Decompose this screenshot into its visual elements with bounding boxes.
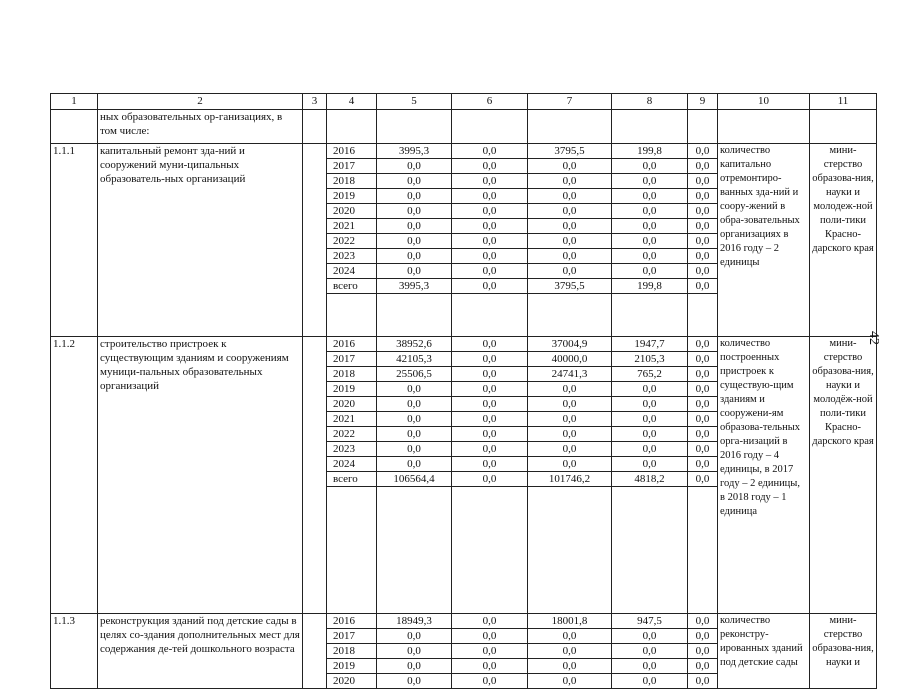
empty-cell (377, 599, 452, 614)
local-budget-cell: 0,0 (612, 674, 688, 689)
continuation-cell-10 (718, 110, 810, 144)
local-budget-cell: 0,0 (612, 412, 688, 427)
empty-cell (688, 322, 718, 337)
year-cell: 2019 (327, 659, 377, 674)
continuation-cell-11 (810, 110, 877, 144)
empty-cell (528, 308, 612, 322)
year-cell: всего (327, 472, 377, 487)
regional-budget-cell: 24741,3 (528, 367, 612, 382)
local-budget-cell: 0,0 (612, 442, 688, 457)
year-cell: 2021 (327, 219, 377, 234)
other-sources-cell: 0,0 (688, 629, 718, 644)
local-budget-cell: 4818,2 (612, 472, 688, 487)
continuation-cell-9 (688, 110, 718, 144)
local-budget-cell: 0,0 (612, 427, 688, 442)
other-sources-cell: 0,0 (688, 264, 718, 279)
other-sources-cell: 0,0 (688, 382, 718, 397)
empty-cell (452, 599, 528, 614)
federal-budget-cell: 0,0 (452, 367, 528, 382)
continuation-cell-8 (612, 110, 688, 144)
local-budget-cell: 0,0 (612, 644, 688, 659)
empty-cell (377, 322, 452, 337)
federal-budget-cell: 0,0 (452, 397, 528, 412)
year-cell: 2020 (327, 397, 377, 412)
empty-cell (452, 557, 528, 571)
federal-budget-cell: 0,0 (452, 204, 528, 219)
empty-cell (688, 557, 718, 571)
year-cell: 2020 (327, 674, 377, 689)
year-cell: 2018 (327, 367, 377, 382)
executor: мини-стерство образова-ния, науки и молодёж-ной поли-тики Красно-дарского края (810, 337, 877, 614)
header-cell-2: 2 (98, 94, 303, 110)
other-sources-cell: 0,0 (688, 457, 718, 472)
other-sources-cell: 0,0 (688, 279, 718, 294)
federal-budget-cell: 0,0 (452, 234, 528, 249)
federal-budget-cell: 0,0 (452, 219, 528, 234)
regional-budget-cell: 0,0 (528, 264, 612, 279)
other-sources-cell: 0,0 (688, 644, 718, 659)
federal-budget-cell: 0,0 (452, 174, 528, 189)
regional-budget-cell: 0,0 (528, 204, 612, 219)
section-name: строительство пристроек к существующим зданиям и сооружениям муници-пальных образовательных организаций (98, 337, 303, 614)
other-sources-cell: 0,0 (688, 159, 718, 174)
year-cell: 2021 (327, 412, 377, 427)
empty-cell (452, 515, 528, 529)
total-amount-cell: 18949,3 (377, 614, 452, 629)
empty-cell (327, 585, 377, 599)
empty-cell (452, 585, 528, 599)
regional-budget-cell: 18001,8 (528, 614, 612, 629)
header-row (51, 94, 877, 110)
empty-cell (528, 557, 612, 571)
empty-cell (377, 501, 452, 515)
empty-cell (528, 599, 612, 614)
local-budget-cell: 0,0 (612, 659, 688, 674)
empty-cell (327, 557, 377, 571)
empty-cell (612, 571, 688, 585)
empty-cell (528, 571, 612, 585)
total-amount-cell: 25506,5 (377, 367, 452, 382)
other-sources-cell: 0,0 (688, 614, 718, 629)
empty-cell (688, 487, 718, 502)
empty-cell (528, 487, 612, 502)
empty-cell (528, 515, 612, 529)
regional-budget-cell: 0,0 (528, 644, 612, 659)
total-amount-cell: 0,0 (377, 189, 452, 204)
year-cell: 2022 (327, 234, 377, 249)
empty-cell (688, 599, 718, 614)
regional-budget-cell: 101746,2 (528, 472, 612, 487)
regional-budget-cell: 3795,5 (528, 144, 612, 159)
empty-cell (377, 543, 452, 557)
empty-cell (528, 529, 612, 543)
other-sources-cell: 0,0 (688, 427, 718, 442)
local-budget-cell: 2105,3 (612, 352, 688, 367)
total-amount-cell: 0,0 (377, 204, 452, 219)
empty-cell (377, 487, 452, 502)
empty-cell (377, 529, 452, 543)
section-number: 1.1.2 (51, 337, 98, 614)
result-indicator: количество построенных пристроек к существую-щим зданиям и сооружени-ям образова-тельных орга-низаций в 2016 году – 4 единицы, в 2017 году – 2 единицы, в 2018 году – 1 единица (718, 337, 810, 614)
continuation-cell-3 (303, 110, 327, 144)
source-cell (303, 614, 327, 689)
local-budget-cell: 0,0 (612, 249, 688, 264)
section-number: 1.1.3 (51, 614, 98, 689)
empty-cell (452, 308, 528, 322)
federal-budget-cell: 0,0 (452, 279, 528, 294)
empty-cell (327, 515, 377, 529)
continuation-cell-4 (327, 110, 377, 144)
total-amount-cell: 0,0 (377, 644, 452, 659)
empty-cell (452, 487, 528, 502)
page-number: 42 (866, 331, 881, 345)
empty-cell (327, 571, 377, 585)
year-cell: всего (327, 279, 377, 294)
empty-cell (377, 557, 452, 571)
regional-budget-cell: 0,0 (528, 674, 612, 689)
federal-budget-cell: 0,0 (452, 674, 528, 689)
federal-budget-cell: 0,0 (452, 337, 528, 352)
year-cell: 2020 (327, 204, 377, 219)
local-budget-cell: 0,0 (612, 234, 688, 249)
empty-cell (688, 294, 718, 309)
local-budget-cell: 947,5 (612, 614, 688, 629)
empty-cell (612, 543, 688, 557)
continuation-cell-1 (51, 110, 98, 144)
result-indicator: количество реконстру-ированных зданий под детские сады (718, 614, 810, 689)
other-sources-cell: 0,0 (688, 472, 718, 487)
empty-cell (688, 543, 718, 557)
year-cell: 2017 (327, 352, 377, 367)
other-sources-cell: 0,0 (688, 249, 718, 264)
empty-cell (612, 599, 688, 614)
year-cell: 2023 (327, 249, 377, 264)
empty-cell (688, 571, 718, 585)
regional-budget-cell: 0,0 (528, 457, 612, 472)
empty-cell (327, 501, 377, 515)
local-budget-cell: 0,0 (612, 382, 688, 397)
total-amount-cell: 0,0 (377, 412, 452, 427)
continuation-cell-7 (528, 110, 612, 144)
empty-cell (688, 529, 718, 543)
empty-cell (612, 557, 688, 571)
empty-cell (452, 294, 528, 309)
empty-cell (377, 294, 452, 309)
executor: мини-стерство образова-ния, науки и (810, 614, 877, 689)
other-sources-cell: 0,0 (688, 219, 718, 234)
empty-cell (528, 294, 612, 309)
regional-budget-cell: 0,0 (528, 189, 612, 204)
year-cell: 2019 (327, 189, 377, 204)
table-row (51, 337, 877, 352)
total-amount-cell: 0,0 (377, 159, 452, 174)
executor: мини-стерство образова-ния, науки и молодеж-ной поли-тики Красно-дарского края (810, 144, 877, 337)
local-budget-cell: 0,0 (612, 159, 688, 174)
empty-cell (688, 308, 718, 322)
federal-budget-cell: 0,0 (452, 472, 528, 487)
total-amount-cell: 0,0 (377, 629, 452, 644)
header-cell-10: 10 (718, 94, 810, 110)
other-sources-cell: 0,0 (688, 367, 718, 382)
local-budget-cell: 0,0 (612, 189, 688, 204)
empty-cell (327, 322, 377, 337)
empty-cell (688, 515, 718, 529)
header-cell-1: 1 (51, 94, 98, 110)
regional-budget-cell: 0,0 (528, 659, 612, 674)
federal-budget-cell: 0,0 (452, 144, 528, 159)
empty-cell (612, 501, 688, 515)
table-row (51, 144, 877, 159)
empty-cell (528, 501, 612, 515)
empty-cell (688, 585, 718, 599)
federal-budget-cell: 0,0 (452, 442, 528, 457)
local-budget-cell: 0,0 (612, 264, 688, 279)
other-sources-cell: 0,0 (688, 204, 718, 219)
regional-budget-cell: 0,0 (528, 629, 612, 644)
local-budget-cell: 199,8 (612, 144, 688, 159)
header-cell-3: 3 (303, 94, 327, 110)
local-budget-cell: 1947,7 (612, 337, 688, 352)
regional-budget-cell: 0,0 (528, 249, 612, 264)
total-amount-cell: 3995,3 (377, 279, 452, 294)
empty-cell (327, 294, 377, 309)
regional-budget-cell: 0,0 (528, 427, 612, 442)
header-cell-6: 6 (452, 94, 528, 110)
year-cell: 2024 (327, 457, 377, 472)
source-cell (303, 144, 327, 337)
regional-budget-cell: 0,0 (528, 442, 612, 457)
other-sources-cell: 0,0 (688, 144, 718, 159)
year-cell: 2024 (327, 264, 377, 279)
empty-cell (377, 308, 452, 322)
local-budget-cell: 199,8 (612, 279, 688, 294)
empty-cell (327, 599, 377, 614)
result-indicator: количество капитально отремонтиро-ванных зда-ний и соору-жений в обра-зовательных организациях в 2016 году – 2 единицы (718, 144, 810, 337)
empty-cell (452, 571, 528, 585)
year-cell: 2016 (327, 614, 377, 629)
regional-budget-cell: 0,0 (528, 397, 612, 412)
total-amount-cell: 0,0 (377, 457, 452, 472)
federal-budget-cell: 0,0 (452, 412, 528, 427)
federal-budget-cell: 0,0 (452, 249, 528, 264)
year-cell: 2018 (327, 174, 377, 189)
header-cell-11: 11 (810, 94, 877, 110)
other-sources-cell: 0,0 (688, 674, 718, 689)
empty-cell (327, 543, 377, 557)
empty-cell (327, 487, 377, 502)
federal-budget-cell: 0,0 (452, 457, 528, 472)
other-sources-cell: 0,0 (688, 234, 718, 249)
total-amount-cell: 0,0 (377, 442, 452, 457)
other-sources-cell: 0,0 (688, 337, 718, 352)
federal-budget-cell: 0,0 (452, 352, 528, 367)
empty-cell (327, 308, 377, 322)
year-cell: 2019 (327, 382, 377, 397)
total-amount-cell: 0,0 (377, 174, 452, 189)
empty-cell (327, 529, 377, 543)
empty-cell (612, 322, 688, 337)
total-amount-cell: 0,0 (377, 234, 452, 249)
total-amount-cell: 3995,3 (377, 144, 452, 159)
regional-budget-cell: 0,0 (528, 219, 612, 234)
regional-budget-cell: 40000,0 (528, 352, 612, 367)
empty-cell (612, 294, 688, 309)
continuation-text: ных образовательных ор-ганизациях, в том числе: (98, 110, 303, 144)
local-budget-cell: 765,2 (612, 367, 688, 382)
header-cell-4: 4 (327, 94, 377, 110)
year-cell: 2016 (327, 337, 377, 352)
empty-cell (612, 529, 688, 543)
empty-cell (452, 543, 528, 557)
total-amount-cell: 0,0 (377, 264, 452, 279)
local-budget-cell: 0,0 (612, 397, 688, 412)
empty-cell (612, 585, 688, 599)
total-amount-cell: 42105,3 (377, 352, 452, 367)
total-amount-cell: 38952,6 (377, 337, 452, 352)
continuation-row (51, 110, 877, 144)
federal-budget-cell: 0,0 (452, 614, 528, 629)
empty-cell (612, 487, 688, 502)
other-sources-cell: 0,0 (688, 397, 718, 412)
federal-budget-cell: 0,0 (452, 427, 528, 442)
empty-cell (377, 571, 452, 585)
continuation-cell-5 (377, 110, 452, 144)
federal-budget-cell: 0,0 (452, 629, 528, 644)
federal-budget-cell: 0,0 (452, 382, 528, 397)
local-budget-cell: 0,0 (612, 457, 688, 472)
federal-budget-cell: 0,0 (452, 659, 528, 674)
source-cell (303, 337, 327, 614)
total-amount-cell: 0,0 (377, 427, 452, 442)
other-sources-cell: 0,0 (688, 189, 718, 204)
regional-budget-cell: 0,0 (528, 174, 612, 189)
federal-budget-cell: 0,0 (452, 159, 528, 174)
regional-budget-cell: 0,0 (528, 159, 612, 174)
empty-cell (528, 322, 612, 337)
total-amount-cell: 0,0 (377, 382, 452, 397)
empty-cell (377, 515, 452, 529)
regional-budget-cell: 3795,5 (528, 279, 612, 294)
empty-cell (452, 529, 528, 543)
year-cell: 2018 (327, 644, 377, 659)
local-budget-cell: 0,0 (612, 629, 688, 644)
federal-budget-cell: 0,0 (452, 644, 528, 659)
total-amount-cell: 0,0 (377, 659, 452, 674)
year-cell: 2016 (327, 144, 377, 159)
federal-budget-cell: 0,0 (452, 264, 528, 279)
local-budget-cell: 0,0 (612, 204, 688, 219)
empty-cell (612, 308, 688, 322)
federal-budget-cell: 0,0 (452, 189, 528, 204)
regional-budget-cell: 0,0 (528, 234, 612, 249)
local-budget-cell: 0,0 (612, 174, 688, 189)
local-budget-cell: 0,0 (612, 219, 688, 234)
year-cell: 2017 (327, 629, 377, 644)
header-cell-5: 5 (377, 94, 452, 110)
regional-budget-cell: 37004,9 (528, 337, 612, 352)
section-name: капитальный ремонт зда-ний и сооружений муни-ципальных образователь-ных организаций (98, 144, 303, 337)
other-sources-cell: 0,0 (688, 352, 718, 367)
section-number: 1.1.1 (51, 144, 98, 337)
other-sources-cell: 0,0 (688, 659, 718, 674)
header-cell-7: 7 (528, 94, 612, 110)
empty-cell (528, 543, 612, 557)
table-row (51, 614, 877, 629)
regional-budget-cell: 0,0 (528, 382, 612, 397)
header-cell-9: 9 (688, 94, 718, 110)
empty-cell (612, 515, 688, 529)
total-amount-cell: 0,0 (377, 219, 452, 234)
program-table (50, 93, 877, 689)
section-name: реконструкция зданий под детские сады в целях со-здания дополнительных мест для содержания де-тей дошкольного возраста (98, 614, 303, 689)
other-sources-cell: 0,0 (688, 174, 718, 189)
total-amount-cell: 0,0 (377, 397, 452, 412)
continuation-cell-6 (452, 110, 528, 144)
empty-cell (377, 585, 452, 599)
empty-cell (452, 501, 528, 515)
total-amount-cell: 106564,4 (377, 472, 452, 487)
regional-budget-cell: 0,0 (528, 412, 612, 427)
empty-cell (528, 585, 612, 599)
year-cell: 2017 (327, 159, 377, 174)
other-sources-cell: 0,0 (688, 442, 718, 457)
table-body (51, 94, 877, 689)
other-sources-cell: 0,0 (688, 412, 718, 427)
total-amount-cell: 0,0 (377, 674, 452, 689)
empty-cell (452, 322, 528, 337)
empty-cell (688, 501, 718, 515)
year-cell: 2022 (327, 427, 377, 442)
year-cell: 2023 (327, 442, 377, 457)
header-cell-8: 8 (612, 94, 688, 110)
total-amount-cell: 0,0 (377, 249, 452, 264)
